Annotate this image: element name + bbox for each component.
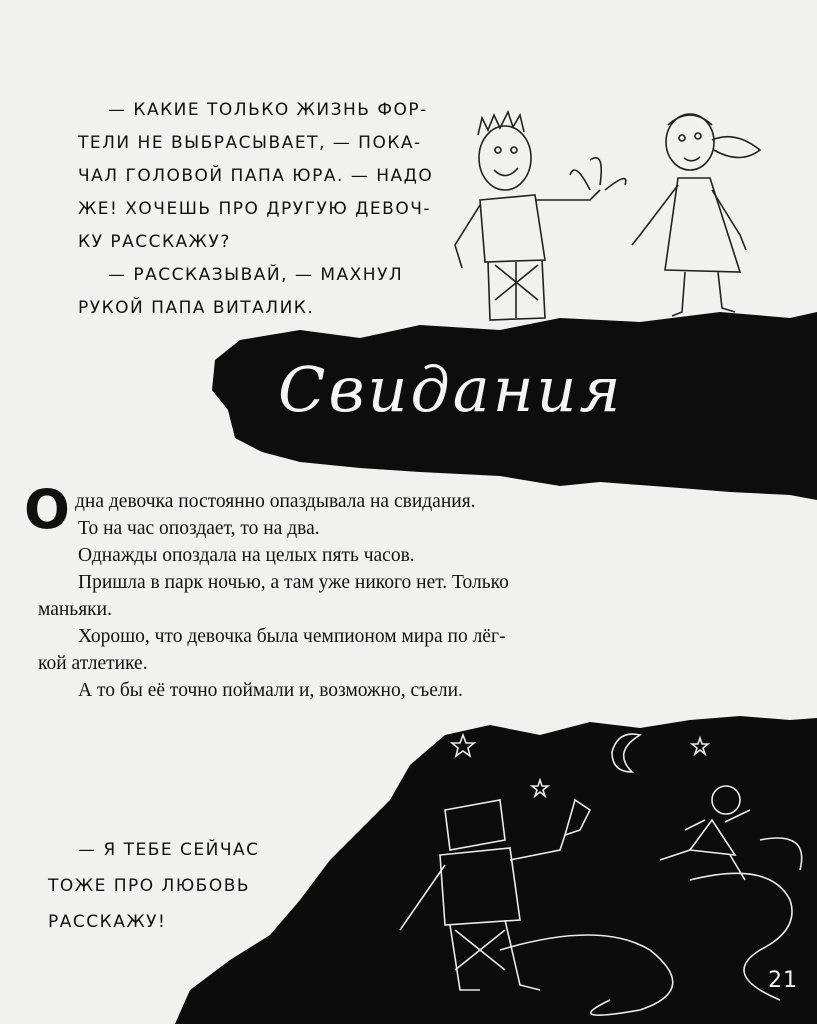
section-title: Свидания — [278, 353, 624, 426]
story-line: дна девочка постоянно опаздывала на свидания. — [75, 491, 476, 512]
story-line: Хорошо, что девочка была чемпионом мира по лёг- — [78, 626, 506, 647]
boy-drawing — [455, 112, 626, 320]
story-line: То на час опоздает, то на два. — [78, 518, 320, 539]
drop-cap: О — [24, 478, 70, 541]
dialogue-line: ТЕЛИ НЕ ВЫБРАСЫВАЕТ, — ПОКА- — [78, 133, 422, 153]
dialogue-line: — КАКИЕ ТОЛЬКО ЖИЗНЬ ФОР- — [108, 100, 428, 120]
girl-drawing — [632, 114, 760, 316]
dialogue-line: — РАССКАЗЫВАЙ, — МАХНУЛ — [108, 265, 404, 285]
story-line: Пришла в парк ночью, а там уже никого нет. Только — [78, 572, 509, 593]
story-line: маньяки. — [38, 599, 112, 620]
dialogue-line: — Я ТЕБЕ СЕЙЧАС — [78, 840, 260, 860]
dialogue-line: ТОЖЕ ПРО ЛЮБОВЬ — [48, 876, 251, 896]
night-torn-paper — [175, 716, 817, 1024]
dialogue-line: КУ РАССКАЖУ? — [78, 232, 231, 252]
story-line: А то бы её точно поймали и, возможно, съели. — [78, 680, 463, 701]
dialogue-top — [78, 94, 433, 325]
dialogue-line: РУКОЙ ПАПА ВИТАЛИК. — [78, 298, 315, 318]
story-line: Однажды опоздала на целых пять часов. — [78, 545, 415, 566]
page-number: 21 — [768, 968, 798, 993]
dialogue-bottom — [48, 832, 260, 940]
dialogue-line: ЖЕ! ХОЧЕШЬ ПРО ДРУГУЮ ДЕВОЧ- — [78, 199, 431, 219]
story-text — [38, 488, 598, 704]
dialogue-line: ЧАЛ ГОЛОВОЙ ПАПА ЮРА. — НАДО — [78, 166, 434, 186]
dialogue-line: РАССКАЖУ! — [48, 912, 167, 932]
story-line: кой атлетике. — [38, 653, 148, 674]
